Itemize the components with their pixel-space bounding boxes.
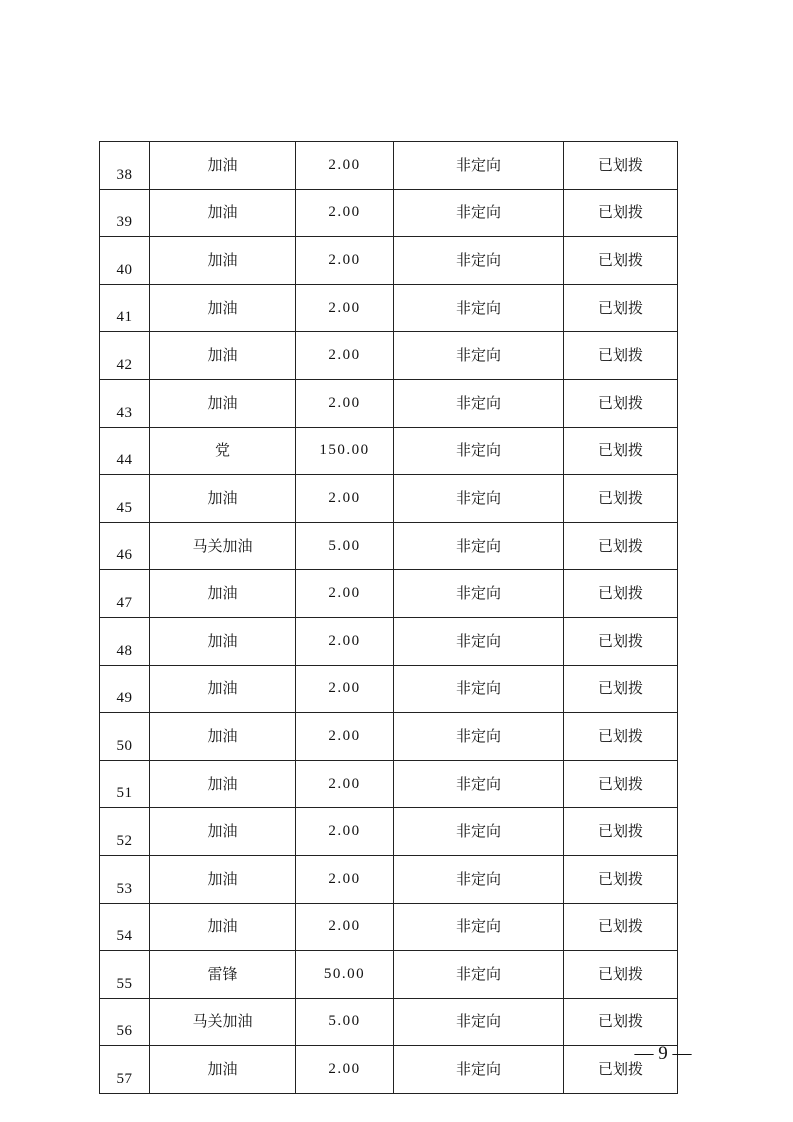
amount: 2.00 [296, 855, 394, 903]
fund-type: 非定向 [394, 617, 564, 665]
fund-type: 非定向 [394, 522, 564, 570]
row-number: 50 [100, 713, 150, 761]
donation-table [99, 141, 678, 1094]
amount: 2.00 [296, 189, 394, 237]
table-row [100, 713, 678, 761]
project-name: 加油 [150, 142, 296, 190]
row-number: 47 [100, 570, 150, 618]
project-name: 加油 [150, 189, 296, 237]
row-number: 49 [100, 665, 150, 713]
amount: 150.00 [296, 427, 394, 475]
amount: 2.00 [296, 808, 394, 856]
table-row [100, 808, 678, 856]
amount: 50.00 [296, 951, 394, 999]
allocation-status: 已划拨 [564, 903, 678, 951]
allocation-status: 已划拨 [564, 665, 678, 713]
allocation-status: 已划拨 [564, 808, 678, 856]
amount: 2.00 [296, 379, 394, 427]
fund-type: 非定向 [394, 427, 564, 475]
table-row [100, 237, 678, 285]
project-name: 雷锋 [150, 951, 296, 999]
fund-type: 非定向 [394, 570, 564, 618]
table-row [100, 522, 678, 570]
table-body [100, 142, 678, 1094]
row-number: 43 [100, 379, 150, 427]
row-number: 38 [100, 142, 150, 190]
fund-type: 非定向 [394, 142, 564, 190]
table-row [100, 475, 678, 523]
allocation-status: 已划拨 [564, 142, 678, 190]
allocation-status: 已划拨 [564, 379, 678, 427]
table-row [100, 142, 678, 190]
row-number: 41 [100, 284, 150, 332]
fund-type: 非定向 [394, 665, 564, 713]
row-number: 44 [100, 427, 150, 475]
row-number: 45 [100, 475, 150, 523]
table-row [100, 379, 678, 427]
project-name: 加油 [150, 713, 296, 761]
table-row [100, 903, 678, 951]
amount: 5.00 [296, 998, 394, 1046]
amount: 2.00 [296, 617, 394, 665]
project-name: 加油 [150, 617, 296, 665]
fund-type: 非定向 [394, 284, 564, 332]
fund-type: 非定向 [394, 713, 564, 761]
allocation-status: 已划拨 [564, 951, 678, 999]
table-row [100, 1046, 678, 1094]
allocation-status: 已划拨 [564, 713, 678, 761]
allocation-status: 已划拨 [564, 1046, 678, 1094]
table-row [100, 760, 678, 808]
project-name: 马关加油 [150, 522, 296, 570]
fund-type: 非定向 [394, 903, 564, 951]
row-number: 56 [100, 998, 150, 1046]
table-row [100, 855, 678, 903]
fund-type: 非定向 [394, 332, 564, 380]
allocation-status: 已划拨 [564, 570, 678, 618]
project-name: 加油 [150, 1046, 296, 1094]
project-name: 加油 [150, 570, 296, 618]
amount: 2.00 [296, 903, 394, 951]
amount: 5.00 [296, 522, 394, 570]
amount: 2.00 [296, 665, 394, 713]
fund-type: 非定向 [394, 855, 564, 903]
allocation-status: 已划拨 [564, 332, 678, 380]
row-number: 40 [100, 237, 150, 285]
amount: 2.00 [296, 284, 394, 332]
table-row [100, 332, 678, 380]
project-name: 党 [150, 427, 296, 475]
row-number: 53 [100, 855, 150, 903]
row-number: 39 [100, 189, 150, 237]
table-row [100, 570, 678, 618]
allocation-status: 已划拨 [564, 237, 678, 285]
amount: 2.00 [296, 570, 394, 618]
amount: 2.00 [296, 237, 394, 285]
row-number: 52 [100, 808, 150, 856]
project-name: 加油 [150, 808, 296, 856]
amount: 2.00 [296, 713, 394, 761]
page-number: — 9 — [634, 1043, 692, 1064]
allocation-status: 已划拨 [564, 998, 678, 1046]
allocation-status: 已划拨 [564, 617, 678, 665]
project-name: 加油 [150, 903, 296, 951]
row-number: 42 [100, 332, 150, 380]
allocation-status: 已划拨 [564, 760, 678, 808]
row-number: 55 [100, 951, 150, 999]
allocation-status: 已划拨 [564, 855, 678, 903]
table-row [100, 665, 678, 713]
allocation-status: 已划拨 [564, 427, 678, 475]
amount: 2.00 [296, 1046, 394, 1094]
table-row [100, 617, 678, 665]
project-name: 加油 [150, 332, 296, 380]
table-row [100, 427, 678, 475]
fund-type: 非定向 [394, 998, 564, 1046]
table-row [100, 998, 678, 1046]
fund-type: 非定向 [394, 808, 564, 856]
amount: 2.00 [296, 760, 394, 808]
fund-type: 非定向 [394, 189, 564, 237]
allocation-status: 已划拨 [564, 284, 678, 332]
project-name: 马关加油 [150, 998, 296, 1046]
row-number: 48 [100, 617, 150, 665]
row-number: 51 [100, 760, 150, 808]
project-name: 加油 [150, 284, 296, 332]
project-name: 加油 [150, 475, 296, 523]
project-name: 加油 [150, 665, 296, 713]
row-number: 46 [100, 522, 150, 570]
table-row [100, 284, 678, 332]
fund-type: 非定向 [394, 1046, 564, 1094]
amount: 2.00 [296, 475, 394, 523]
project-name: 加油 [150, 855, 296, 903]
row-number: 57 [100, 1046, 150, 1094]
project-name: 加油 [150, 379, 296, 427]
row-number: 54 [100, 903, 150, 951]
fund-type: 非定向 [394, 951, 564, 999]
allocation-status: 已划拨 [564, 522, 678, 570]
fund-type: 非定向 [394, 237, 564, 285]
allocation-status: 已划拨 [564, 475, 678, 523]
fund-type: 非定向 [394, 379, 564, 427]
table-row [100, 951, 678, 999]
project-name: 加油 [150, 760, 296, 808]
fund-type: 非定向 [394, 475, 564, 523]
project-name: 加油 [150, 237, 296, 285]
amount: 2.00 [296, 142, 394, 190]
allocation-status: 已划拨 [564, 189, 678, 237]
table-row [100, 189, 678, 237]
amount: 2.00 [296, 332, 394, 380]
fund-type: 非定向 [394, 760, 564, 808]
